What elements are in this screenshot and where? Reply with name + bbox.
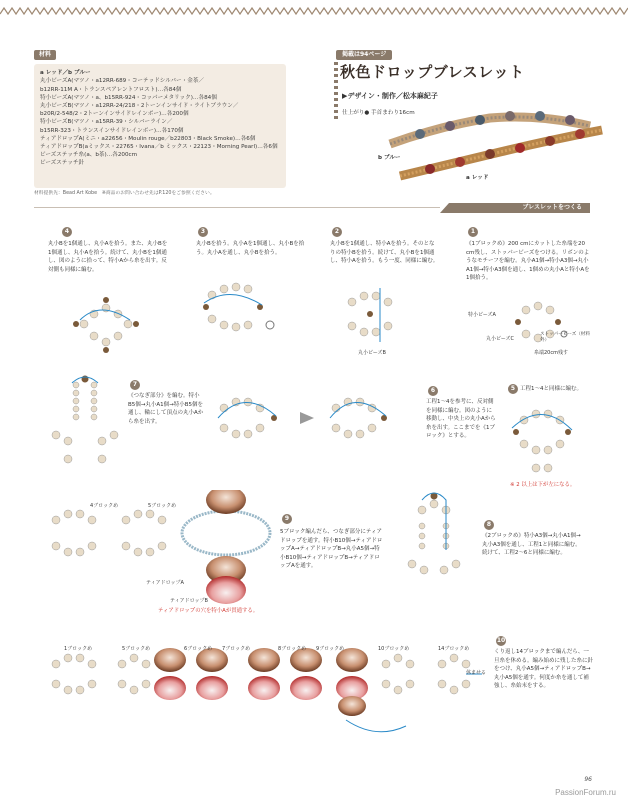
- step-10-label-b7: 7ブロックめ: [222, 646, 251, 652]
- section-divider: [34, 207, 440, 208]
- step-10-label-b6: 6ブロックめ: [184, 646, 213, 652]
- materials-line: ビーズステッチ糸(a、b茶)…各200cm: [40, 152, 138, 159]
- materials-line: 丸小ビーズA(マツノ・a12RR-689・コーテッドシルバー・金茶／: [40, 78, 205, 85]
- step-1-text: 《1ブロックめ》200 cmにカットした糸端を20 cm残し、ストッパービーズをつける。リボンのようなモチーフを編む。丸小A1個→特小A3個→丸小A1個→特小A3個を通し、1個めの丸小Aと特小Aを1個拾う。: [466, 241, 590, 281]
- step-10-label-b9: 9ブロックめ: [316, 646, 345, 652]
- step-8-text: 《2ブロックめ》特小A3個→丸小A1個→丸小A3個を通し、工程1と同様に編む。続けて、工程2〜6と同様に編む。: [482, 533, 581, 556]
- step-9-label-tdA: ティアドロップA: [146, 580, 184, 586]
- step-2-label: 丸小ビーズB: [358, 350, 386, 356]
- step-9-label-b4: 4ブロックめ: [90, 503, 119, 509]
- step-9-number: 9: [282, 514, 292, 524]
- step-8-number: 8: [484, 520, 494, 530]
- page-title: 秋色ドロップブレスレット: [340, 63, 525, 81]
- step-9-label-b5: 5ブロックめ: [148, 503, 177, 509]
- step-3-diagram: [200, 275, 280, 345]
- step-2-diagram: [340, 282, 410, 352]
- step-10-label-b5: 5ブロックめ: [122, 646, 151, 652]
- step-9-text: 5ブロック編んだら、つなぎ部分にティアドロップを通す。特小B10個→ティアドロップA→ティアドロップB→丸小A5個→特小B10個→ティアドロップB→ティアドロップAを通す。: [280, 529, 383, 569]
- designer-credit: ▶デザイン・制作／松本麻紀子: [342, 92, 438, 100]
- step-10-diagram: [46, 630, 486, 740]
- section-header: [440, 203, 590, 213]
- step-5-diagram: [508, 400, 588, 480]
- step-10-label-rest: 休ませる: [466, 670, 487, 676]
- bracelet-red: [400, 129, 602, 176]
- step-10-label-b10: 10ブロックめ: [378, 646, 410, 652]
- step-2-number: 2: [332, 227, 342, 237]
- bracelet-photo: [380, 96, 610, 186]
- materials-line: a レッド／b ブルー: [40, 70, 91, 77]
- materials-line: ビーズステッチ針: [40, 160, 85, 167]
- step-3-text: 丸小Bを拾う。丸小Aを1個通し、丸小Bを拾う。丸小Aを通し、丸小Bを拾う。: [196, 241, 305, 256]
- step-3-number: 3: [198, 227, 208, 237]
- step-2-text: 丸小Bを1個通し、特小Aを拾う。そのとなりの特小Bを拾う。続けて、丸小Bを1個通し、特小Aを拾う。もう一度、同様に編む。: [330, 241, 439, 264]
- step-10-label-b14: 14ブロックめ: [438, 646, 470, 652]
- step-6-diagram: [214, 388, 414, 448]
- page-number: 96: [584, 776, 592, 783]
- section-title: ブレスレットをつくる: [522, 204, 582, 211]
- step-4-text: 丸小Bを1個通し、丸小Aを拾う。また、丸小Bを1個通し、丸小Aを拾う。続けて、丸小Bを1個通し、図のように拾って、特小Aから糸を出す。反対側も同様に編む。: [48, 241, 168, 273]
- bracelet-a-label: a レッド: [466, 175, 489, 181]
- materials-line: b15RR-323・トランスインサイドレインボー)…各170個: [40, 127, 184, 134]
- step-1-label-stopper: ストッパービーズ（材料外）: [540, 332, 590, 344]
- step-10-label-b1: 1ブロックめ: [64, 646, 93, 652]
- materials-credit: 材料提供先：Bead Art Kobe ※商品のお問い合わせ先はP.120をご参照ください。: [34, 191, 215, 197]
- step-7-text: 《つなぎ部分》を編む。特小B5個→丸小A1個→特小B5個を通し、輪にして頂点の丸小Aから糸を出す。: [128, 393, 204, 425]
- materials-panel: [34, 50, 286, 198]
- step-1-label-itohashi: 糸端20cm残す: [534, 350, 568, 356]
- materials-line: ティアドロップA(ミニ・a22656・Moulin rouge／b22803・Black Smoke)…各6個: [40, 135, 256, 142]
- step-9-label-tdB: ティアドロップB: [170, 598, 208, 604]
- step-9-note: ティアドロップの穴を特小Aが貫通する。: [158, 608, 259, 614]
- materials-line: 特小ビーズB(マツノ・a15RR-39・シルバーライン／: [40, 119, 173, 126]
- finished-size: 仕上がり● 手首まわり16cm: [342, 110, 415, 116]
- step-4-diagram: [70, 290, 150, 360]
- page-reference: 掲載は94ページ: [336, 50, 392, 60]
- step-5-note: ※ 2 以上は下が左になる。: [510, 482, 576, 488]
- materials-tag: 材料: [34, 50, 56, 60]
- step-7-number: 7: [130, 380, 140, 390]
- materials-line: 丸小ビーズB(マツノ・a12RR-24/218・2トーンインサイド・ライトブラウン／: [40, 102, 239, 109]
- watermark: PassionForum.ru: [555, 788, 616, 797]
- step-1-label-tokusho: 特小ビーズA: [468, 312, 496, 318]
- step-5-number: 5: [508, 384, 518, 394]
- step-1-number: 1: [468, 227, 478, 237]
- materials-line: 特小ビーズA(マツノ・a、b15RR-924・コッパーメタリック)…各84個: [40, 94, 217, 101]
- materials-line: b20R/2-548/2・2トーンインサイドレインボー)…各200個: [40, 111, 189, 118]
- step-10-number: 10: [496, 637, 506, 644]
- materials-line: b12RR-11M A・トランスペアレントフロスト)…各84個: [40, 86, 182, 93]
- materials-box: [34, 64, 286, 188]
- step-5-text: 工程1〜4と同様に編む。: [520, 386, 582, 392]
- step-6-number: 6: [428, 386, 438, 396]
- zigzag-border: [0, 6, 628, 16]
- step-7-diagram: [46, 375, 126, 475]
- step-4-number: 4: [62, 227, 72, 237]
- bracelet-b-label: b ブルー: [378, 155, 401, 161]
- step-8-diagram: [402, 490, 472, 590]
- step-10-label-b8: 8ブロックめ: [278, 646, 307, 652]
- step-6-text: 工程1〜4を参考に、反対側を同様に編む。図のように移動し、中央上の丸小Aから糸を出す。ここまでを《1ブロック》とする。: [426, 399, 496, 439]
- materials-line: ティアドロップB(aミックス・22765・Ivana／b ミックス・22123・Morning Pearl)…各6個: [40, 143, 278, 150]
- step-1-label-marusho: 丸小ビーズC: [486, 336, 515, 342]
- title-accent-bar: [334, 62, 338, 122]
- step-10-text: くり返し14ブロックまで編んだら、一旦糸を休める。編み始めに残した糸に針をつけ、丸小A5個→ティアドロップB→丸小A5個を通す。何度か糸を通して補強し、糸始末をする。: [494, 649, 594, 689]
